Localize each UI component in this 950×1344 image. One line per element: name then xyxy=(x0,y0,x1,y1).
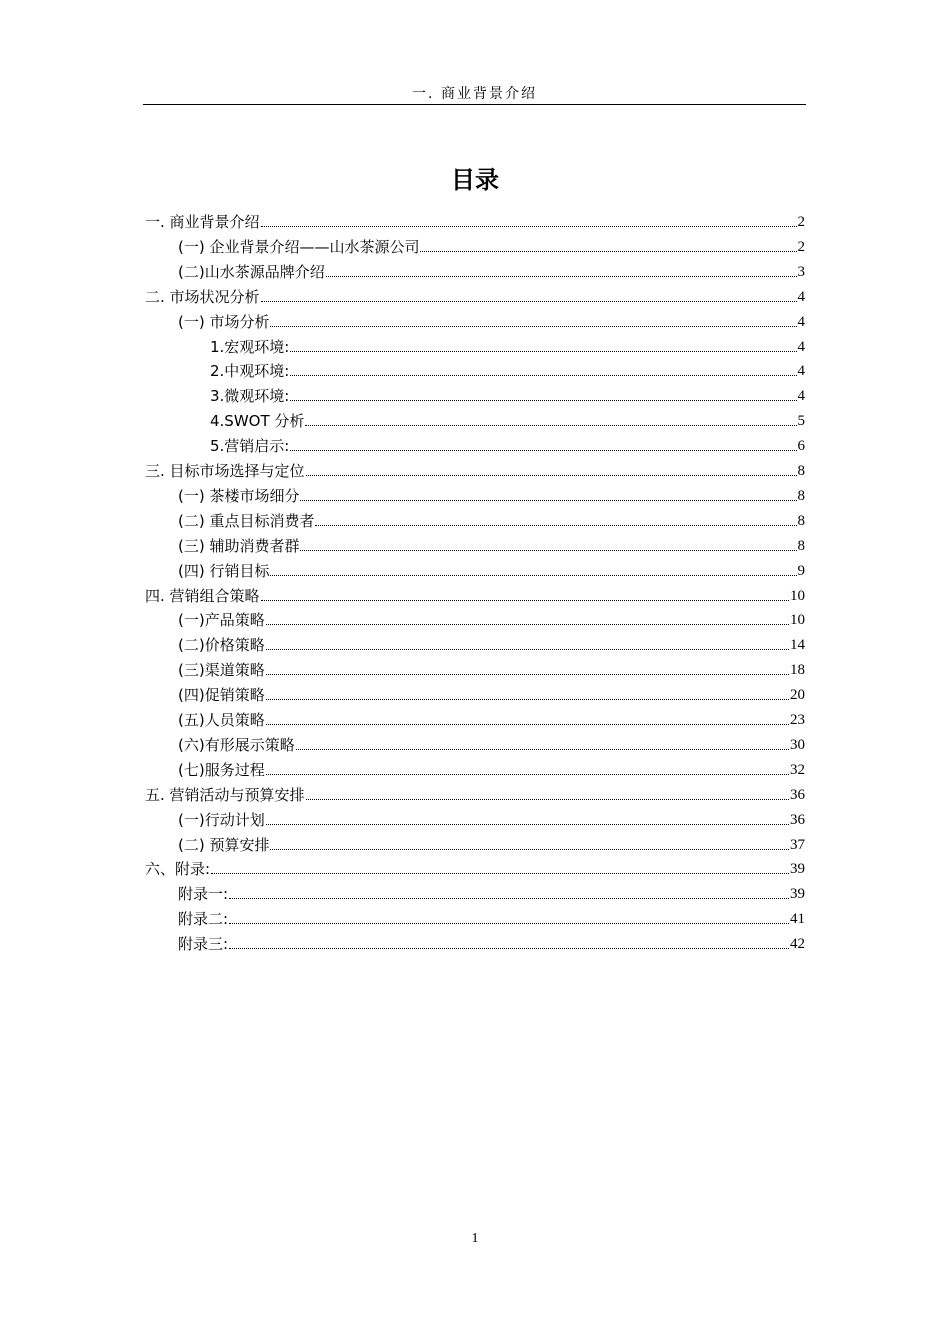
toc-dot-leader xyxy=(266,824,789,825)
toc-title: 目录 xyxy=(451,166,499,194)
toc-entry-page: 30 xyxy=(790,736,805,753)
toc-entry-label: 四. 营销组合策略 xyxy=(145,586,260,605)
toc-entry[interactable] xyxy=(178,233,805,257)
toc-entry-label: 5.营销启示: xyxy=(210,437,290,456)
toc-dot-leader xyxy=(266,774,789,775)
toc-entry[interactable] xyxy=(145,283,805,307)
toc-entry-page: 18 xyxy=(790,662,805,679)
toc-entry-label: 六、附录: xyxy=(145,860,211,879)
toc-entry-page: 2 xyxy=(797,238,805,255)
toc-entry-page: 2 xyxy=(797,214,805,230)
toc-entry-page: 36 xyxy=(790,786,805,803)
toc-entry-page: 8 xyxy=(797,537,805,554)
toc-dot-leader xyxy=(300,500,796,501)
toc-entry-label: (五)人员策略 xyxy=(178,711,265,729)
toc-entry-page: 4 xyxy=(797,363,805,380)
toc-entry-label: 一. 商业背景介绍 xyxy=(145,213,260,231)
toc-entry-label: (一) 茶楼市场细分 xyxy=(178,486,300,505)
toc-dot-leader xyxy=(296,749,789,750)
running-header: 一. 商业背景介绍 xyxy=(412,86,537,102)
toc-entry[interactable] xyxy=(210,432,805,456)
toc-dot-leader xyxy=(266,649,789,650)
toc-dot-leader xyxy=(290,351,796,352)
toc-dot-leader xyxy=(300,550,796,551)
toc-entry-label: 五. 营销活动与预算安排 xyxy=(145,785,305,804)
toc-entry[interactable] xyxy=(145,855,805,879)
page-number: 1 xyxy=(471,1231,479,1246)
toc-dot-leader xyxy=(306,799,789,800)
toc-entry[interactable] xyxy=(145,582,805,606)
toc-entry[interactable] xyxy=(178,308,805,332)
toc-entry-page: 36 xyxy=(790,811,805,828)
toc-entry-page: 8 xyxy=(797,512,805,529)
toc-entry-page: 39 xyxy=(790,861,805,878)
toc-entry-page: 14 xyxy=(790,637,805,654)
toc-entry-page: 8 xyxy=(797,487,805,504)
toc-entry-label: 4.SWOT 分析 xyxy=(210,412,305,431)
toc-entry[interactable] xyxy=(145,781,805,805)
toc-dot-leader xyxy=(211,873,789,874)
toc-entry-label: (二) 重点目标消费者 xyxy=(178,511,315,530)
toc-entry-label: (三)渠道策略 xyxy=(178,661,265,680)
toc-dot-leader xyxy=(270,326,796,327)
toc-dot-leader xyxy=(420,251,796,252)
toc-entry[interactable] xyxy=(178,756,805,780)
toc-entry[interactable] xyxy=(178,681,805,705)
toc-entry-label: (四) 行销目标 xyxy=(178,561,270,580)
toc-dot-leader xyxy=(270,849,789,850)
toc-entry[interactable] xyxy=(145,457,805,481)
toc-dot-leader xyxy=(229,948,789,949)
toc-entry-label: (二)价格策略 xyxy=(178,636,265,655)
toc-entry-page: 4 xyxy=(797,288,805,305)
toc-entry-label: 附录二: xyxy=(178,910,229,929)
toc-entry-page: 41 xyxy=(790,911,805,928)
toc-entry-label: (六)有形展示策略 xyxy=(178,735,295,754)
toc-dot-leader xyxy=(305,425,796,426)
toc-dot-leader xyxy=(261,301,797,302)
toc-dot-leader xyxy=(229,923,789,924)
toc-entry-page: 4 xyxy=(797,388,805,405)
toc-entry-label: 附录一: xyxy=(178,885,229,904)
toc-entry-label: (七)服务过程 xyxy=(178,760,265,779)
toc-dot-leader xyxy=(290,375,796,376)
toc-dot-leader xyxy=(261,226,797,227)
header-rule xyxy=(143,104,806,105)
toc-entry[interactable] xyxy=(178,557,805,581)
toc-entry[interactable] xyxy=(178,507,805,531)
toc-entry[interactable] xyxy=(178,532,805,556)
toc-entry[interactable] xyxy=(178,905,805,929)
toc-entry[interactable] xyxy=(178,606,805,630)
toc-entry[interactable] xyxy=(178,656,805,680)
toc-entry-page: 32 xyxy=(790,761,805,778)
toc-entry-page: 42 xyxy=(790,936,805,953)
toc-entry-page: 4 xyxy=(797,313,805,330)
toc-entry-page: 10 xyxy=(790,612,805,629)
toc-entry[interactable] xyxy=(178,631,805,655)
toc-entry[interactable] xyxy=(178,880,805,904)
toc-entry-label: (一) 企业背景介绍——山水茶源公司 xyxy=(178,237,420,256)
toc-entry-label: 1.宏观环境: xyxy=(210,337,290,356)
toc-dot-leader xyxy=(229,898,789,899)
toc-entry[interactable] xyxy=(145,208,805,232)
toc-dot-leader xyxy=(266,724,789,725)
toc-entry-page: 6 xyxy=(797,438,805,455)
toc-entry-page: 10 xyxy=(790,587,805,604)
toc-entry-label: 三. 目标市场选择与定位 xyxy=(145,462,305,480)
toc-entry-page: 8 xyxy=(797,463,805,479)
toc-entry-label: (一) 市场分析 xyxy=(178,312,270,331)
toc-entry[interactable] xyxy=(178,930,805,954)
toc-dot-leader xyxy=(270,575,796,576)
toc-entry-label: (三) 辅助消费者群 xyxy=(178,536,300,555)
toc-entry[interactable] xyxy=(178,258,805,282)
toc-entry[interactable] xyxy=(210,333,805,357)
toc-entry-page: 37 xyxy=(790,836,805,853)
toc-entry-label: (一)产品策略 xyxy=(178,611,265,630)
toc-entry-label: 3.微观环境: xyxy=(210,387,290,406)
toc-entry[interactable] xyxy=(178,706,805,730)
toc-entry-label: 二. 市场状况分析 xyxy=(145,287,260,306)
toc-dot-leader xyxy=(266,674,789,675)
toc-entry[interactable] xyxy=(210,382,805,406)
toc-entry[interactable] xyxy=(178,731,805,755)
toc-dot-leader xyxy=(266,699,789,700)
toc-dot-leader xyxy=(326,276,797,277)
toc-dot-leader xyxy=(261,600,789,601)
toc-entry-page: 20 xyxy=(790,687,805,704)
toc-entry-label: (二)山水茶源品牌介绍 xyxy=(178,262,325,281)
toc-entry[interactable] xyxy=(178,482,805,506)
toc-entry-label: 附录三: xyxy=(178,935,229,954)
toc-dot-leader xyxy=(290,450,796,451)
toc-entry-label: 2.中观环境: xyxy=(210,362,290,381)
toc-entry-page: 4 xyxy=(797,338,805,355)
toc-entry-label: (二) 预算安排 xyxy=(178,835,270,854)
toc-entry-page: 39 xyxy=(790,886,805,903)
toc-entry[interactable] xyxy=(210,407,805,431)
toc-entry-label: (一)行动计划 xyxy=(178,810,265,829)
toc-entry-page: 9 xyxy=(797,562,805,579)
toc-entry[interactable] xyxy=(178,831,805,855)
toc-entry[interactable] xyxy=(210,357,805,381)
toc-dot-leader xyxy=(290,400,796,401)
toc-entry-page: 5 xyxy=(797,413,805,430)
toc-entry[interactable] xyxy=(178,806,805,830)
toc-entry-label: (四)促销策略 xyxy=(178,686,265,705)
toc-dot-leader xyxy=(315,525,796,526)
toc-dot-leader xyxy=(306,475,797,476)
toc-entry-page: 3 xyxy=(797,263,805,280)
toc-dot-leader xyxy=(266,624,789,625)
toc-entry-page: 23 xyxy=(790,712,805,728)
